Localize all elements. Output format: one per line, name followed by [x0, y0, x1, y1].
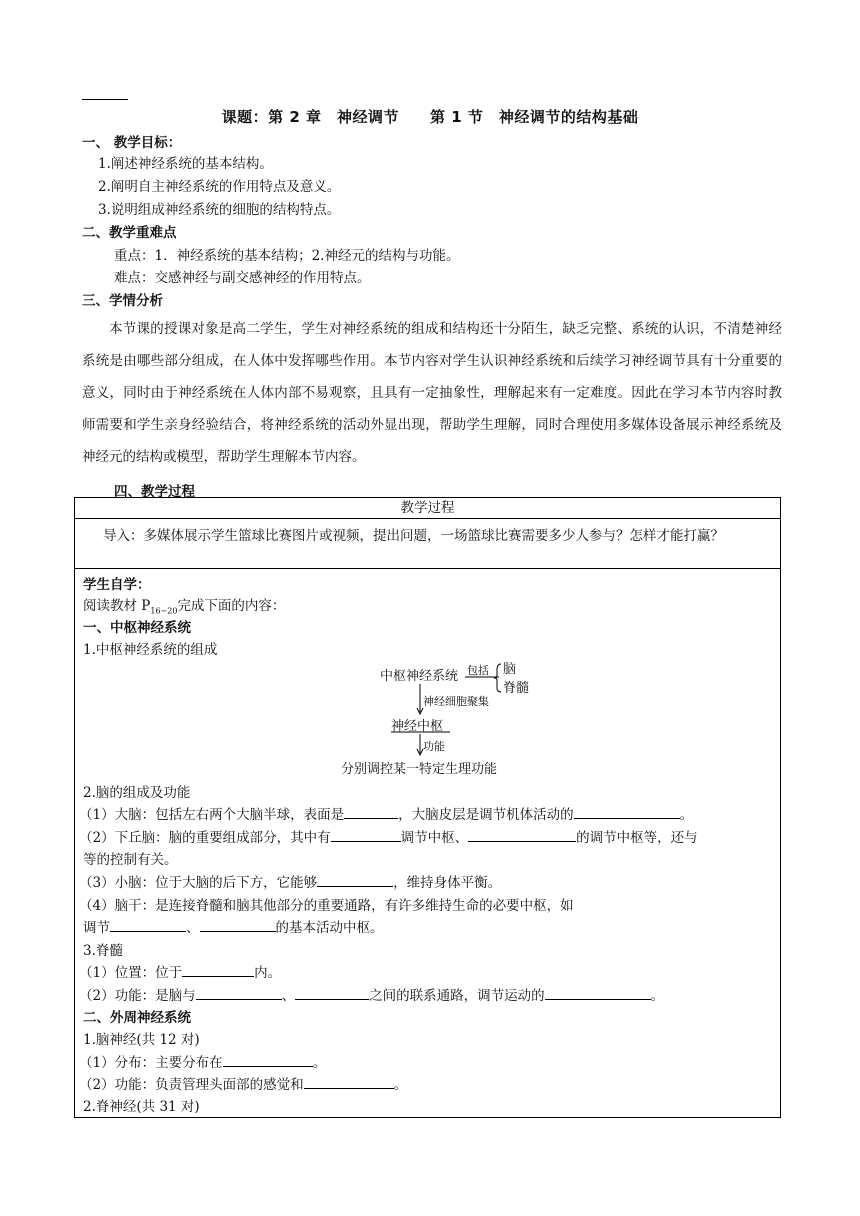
reading-pre: 阅读教材 P — [83, 598, 151, 614]
objective-item: 3.说明组成神经系统的细胞的结构特点。 — [98, 202, 341, 218]
diagram-cns-label: 中枢神经系统 — [380, 669, 459, 684]
reading-post: 完成下面的内容： — [177, 598, 286, 614]
spinal-position-line — [79, 961, 281, 981]
section-process-heading: 四、教学过程 — [114, 484, 195, 500]
fill-blank[interactable] — [200, 919, 276, 932]
fill-blank[interactable] — [196, 987, 282, 1000]
brainstem-text: 调节 — [83, 920, 110, 936]
reading-pages: 16−20 — [150, 606, 178, 616]
hypothalamus-line-2: 等的控制有关。 — [83, 852, 178, 868]
brain-heading: 2.脑的组成及功能 — [83, 785, 191, 801]
cns-composition-label: 1.中枢神经系统的组成 — [83, 642, 218, 658]
objective-item: 1.阐述神经系统的基本结构。 — [98, 156, 273, 172]
diagram-center-label: 神经中枢 — [391, 719, 444, 734]
spinal-nerve-heading: 2.脊神经(共 31 对) — [83, 1099, 200, 1115]
brainstem-line-2 — [83, 916, 384, 936]
objective-item: 2.阐明自主神经系统的作用特点及意义。 — [98, 179, 341, 195]
section-objectives-heading: 一、 教学目标： — [82, 135, 182, 151]
cranial-function-text-2: 。 — [393, 1077, 408, 1093]
diagram-gather-label: 神经细胞聚集 — [423, 695, 489, 708]
cerebellum-line — [79, 871, 501, 891]
cranial-function-line — [79, 1073, 407, 1093]
fill-blank[interactable] — [574, 806, 680, 819]
section-analysis-heading: 三、学情分析 — [82, 293, 163, 309]
fill-blank[interactable] — [304, 1076, 394, 1089]
cranial-distribution-text: （1）分布：主要分布在 — [79, 1055, 223, 1071]
section-keypoints-heading: 二、教学重难点 — [82, 225, 177, 241]
cerebrum-line — [79, 803, 693, 823]
fill-blank[interactable] — [295, 987, 369, 1000]
diagram-result-label: 分别调控某一特定生理功能 — [341, 762, 498, 777]
spinal-function-text-3: 之间的联系通路，调节运动的 — [369, 988, 545, 1004]
table-header: 教学过程 — [75, 498, 780, 519]
fill-blank[interactable] — [223, 1054, 313, 1067]
hypothalamus-line — [79, 826, 698, 846]
fill-blank[interactable] — [331, 829, 401, 842]
spinal-function-text: （2）功能：是脑与 — [79, 988, 196, 1004]
cranial-distribution-line — [79, 1051, 326, 1071]
spinal-heading: 3.脊髓 — [83, 943, 123, 959]
pns-heading: 二、外周神经系统 — [83, 1010, 191, 1026]
cns-heading: 一、中枢神经系统 — [83, 620, 191, 636]
cranial-distribution-text-2: 。 — [312, 1055, 327, 1071]
cerebrum-text: （1）大脑：包括左右两个大脑半球，表面是 — [79, 807, 345, 823]
fill-blank[interactable] — [344, 806, 398, 819]
page-title: 课题：第 2 章 神经调节 第 1 节 神经调节的结构基础 — [221, 108, 639, 126]
difficulty-text: 难点：交感神经与副交感神经的作用特点。 — [114, 270, 371, 286]
brace-icon — [494, 664, 501, 692]
cranial-function-text: （2）功能：负责管理头面部的感觉和 — [79, 1077, 304, 1093]
cerebellum-text: （3）小脑：位于大脑的后下方，它能够 — [79, 875, 318, 891]
spinal-position-text-2: 内。 — [254, 965, 282, 981]
cranial-nerve-heading: 1.脑神经(共 12 对) — [83, 1032, 200, 1048]
process-table — [74, 497, 781, 1118]
diagram-connectors — [375, 660, 535, 780]
intro-row — [75, 518, 780, 569]
key-point-text: 重点：1．神经系统的基本结构；2.神经元的结构与功能。 — [114, 248, 460, 264]
diagram-function-label: 功能 — [423, 740, 445, 753]
brainstem-line: （4）脑干：是连接脊髓和脑其他部分的重要通路，有许多维持生命的必要中枢，如 — [79, 898, 574, 914]
spinal-function-text-4: 。 — [650, 988, 665, 1004]
cns-diagram — [341, 660, 535, 780]
fill-blank[interactable] — [317, 874, 393, 887]
spinal-function-text-2: 、 — [281, 988, 296, 1004]
fill-blank[interactable] — [468, 829, 576, 842]
analysis-paragraph: 本节课的授课对象是高二学生，学生对神经系统的组成和结构还十分陌生，缺乏完整、系统的认识，不清楚神经系统是由哪些部分组成，在人体中发挥哪些作用。本节内容对学生认识神经系统和后续学习神经调节具有十分重要的意义，同时由于神经系统在人体内部不易观察，且具有一定抽象性，理解起来有一定难度。因此在学习本节内容时教师需要和学生亲身经验结合，将神经系统的活动外显出现，帮助学生理解，同时合理使用多媒体设备展示神经系统及神经元的结构或模型，帮助学生理解本节内容。 — [82, 321, 782, 465]
reading-instruction — [83, 594, 285, 616]
cerebrum-text-3: 。 — [679, 807, 694, 823]
brainstem-text-3: 的基本活动中枢。 — [275, 920, 384, 936]
header-rule — [82, 99, 128, 100]
fill-blank[interactable] — [545, 987, 651, 1000]
hypothalamus-text-3: 的调节中枢等，还与 — [576, 830, 698, 846]
hypothalamus-text: （2）下丘脑：脑的重要组成部分，其中有 — [79, 830, 331, 846]
brainstem-text-2: 、 — [186, 920, 200, 936]
cerebellum-text-2: ，维持身体平衡。 — [393, 875, 502, 891]
diagram-brain-label: 脑 — [503, 662, 517, 677]
cerebrum-text-2: ，大脑皮层是调节机体活动的 — [398, 807, 574, 823]
spinal-function-line — [79, 984, 664, 1004]
diagram-include-label: 包括 — [467, 664, 489, 677]
intro-text: 导入：多媒体展示学生篮球比赛图片或视频，提出问题，一场篮球比赛需要多少人参与？怎样才能打赢？ — [103, 528, 724, 544]
hypothalamus-text-2: 调节中枢、 — [400, 830, 469, 846]
fill-blank[interactable] — [110, 919, 186, 932]
spinal-position-text: （1）位置：位于 — [79, 965, 183, 981]
fill-blank[interactable] — [182, 964, 254, 977]
diagram-spinal-label: 脊髓 — [503, 681, 530, 696]
self-study-heading: 学生自学： — [83, 577, 151, 593]
